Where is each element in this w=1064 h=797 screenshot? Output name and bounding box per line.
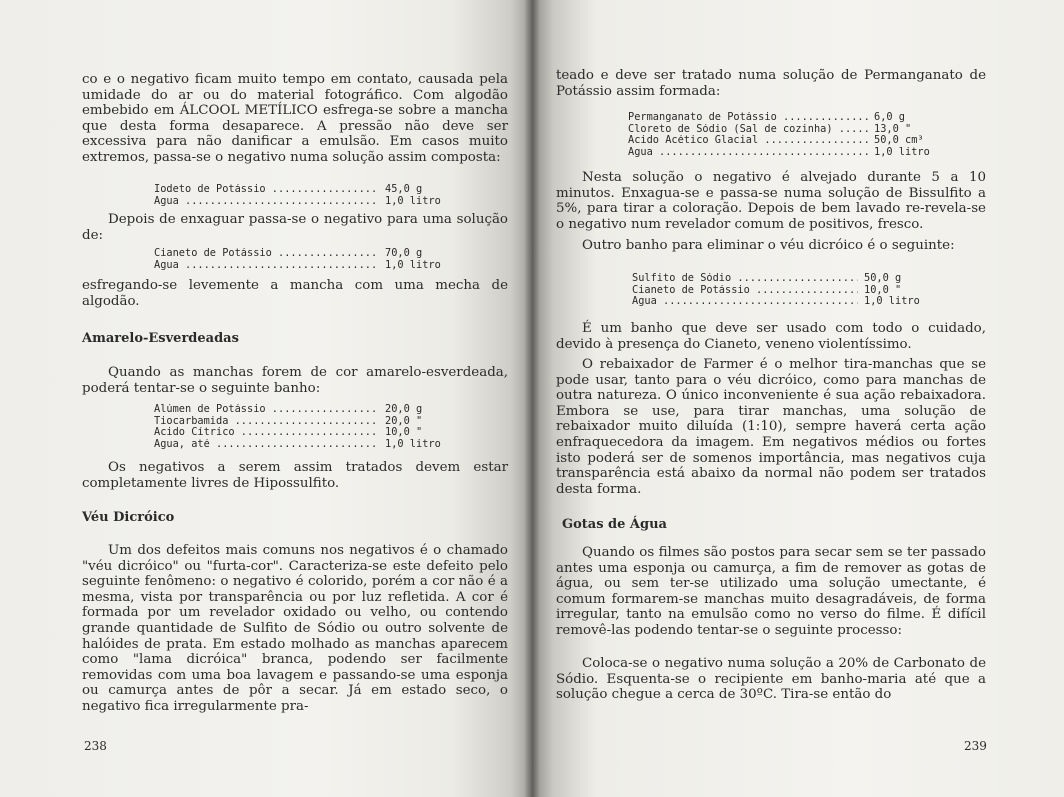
ingredient-amount: 50,0 g xyxy=(864,272,902,284)
ingredient-name: Cianeto de Potássio ..... xyxy=(154,248,379,260)
paragraph: Depois de enxaguar passa-se o negativo para uma solução de: xyxy=(82,212,508,243)
ingredient-amount: 20,0 g xyxy=(385,403,423,415)
page-number: 239 xyxy=(964,739,987,753)
ingredient-amount: 1,0 litro xyxy=(874,145,930,158)
book-spine-shadow xyxy=(524,0,540,797)
formula-table xyxy=(628,112,930,158)
ingredient-amount: 13,0 " xyxy=(874,122,912,135)
ingredient-amount: 1,0 litro xyxy=(385,258,441,271)
ingredient-name: Ácido Acético Glacial ..... xyxy=(628,135,868,147)
ingredient-name: Cloreto de Sódio (Sal de cozinha) ..... xyxy=(628,124,868,136)
formula-table xyxy=(632,273,920,308)
paragraph: Quando as manchas forem de cor amarelo-esverdeada, poderá tentar-se o seguinte banho: xyxy=(82,365,508,396)
ingredient-amount: 70,0 g xyxy=(385,247,423,259)
ingredient-name: Água, até ..... xyxy=(154,439,379,451)
formula-row xyxy=(154,248,441,260)
ingredient-name: Tiocarbamida ..... xyxy=(154,416,379,428)
formula-table xyxy=(154,184,441,207)
section-heading: Amarelo-Esverdeadas xyxy=(82,331,239,346)
paragraph: Coloca-se o negativo numa solução a 20% de Carbonato de Sódio. Esquenta-se o recipiente em banho-maria até que a solução chegue a cerca de 30ºC. Tira-se então do xyxy=(556,656,986,703)
paragraph: O rebaixador de Farmer é o melhor tira-manchas que se pode usar, tanto para o véu dicróico, como para manchas de outra natureza. O único inconveniente é sua ação rebaixadora. Embora se use, para tirar manchas, uma solução de rebaixador muito diluída (1:10), sempre haverá certa ação enfraquecedora da imagem. Em negativos médios ou fortes isto poderá ser de somenos importância, mas negativos cuja transparência está abaixo da normal não podem ser tratados desta forma. xyxy=(556,357,986,497)
section-heading: Véu Dicróico xyxy=(82,510,175,525)
formula-row xyxy=(154,404,441,416)
paragraph: Os negativos a serem assim tratados devem estar completamente livres de Hipossulfito. xyxy=(82,460,508,491)
paragraph: É um banho que deve ser usado com todo o cuidado, devido à presença do Cianeto, veneno violentíssimo. xyxy=(556,321,986,352)
ingredient-amount: 20,0 " xyxy=(385,414,423,427)
ingredient-name: Sulfito de Sódio ..... xyxy=(632,273,858,285)
ingredient-amount: 1,0 litro xyxy=(385,437,441,450)
ingredient-name: Água ..... xyxy=(632,296,858,308)
paragraph: esfregando-se levemente a mancha com uma mecha de algodão. xyxy=(82,278,508,309)
formula-row xyxy=(628,112,930,124)
formula-row xyxy=(154,439,441,451)
ingredient-name: Iodeto de Potássio ..... xyxy=(154,184,379,196)
paragraph: Um dos defeitos mais comuns nos negativos é o chamado "véu dicróico" ou "furta-cor". Caracteriza-se este defeito pelo seguinte fenômeno: o negativo é colorido, porém a cor não é a mesma, vista por transparência ou por luz refletida. A cor é formada por um revelador oxidado ou velho, ou contendo grande quantidade de Sulfito de Sódio ou outro solvente de halóides de prata. Em estado molhado as manchas aparecem como "lama dicróica" branca, podendo ser facilmente removidas com uma boa lavagem e passando-se uma esponja ou camurça antes de pôr a secar. Já em estado seco, o negativo fica irregularmente pra- xyxy=(82,543,508,714)
page-number: 238 xyxy=(84,739,107,753)
section-heading: Gotas de Água xyxy=(562,517,667,532)
formula-table xyxy=(154,404,441,450)
ingredient-amount: 10,0 " xyxy=(385,426,423,439)
ingredient-amount: 10,0 " xyxy=(864,283,902,296)
formula-table xyxy=(154,248,441,271)
paragraph: Outro banho para eliminar o véu dicróico é o seguinte: xyxy=(582,238,955,253)
ingredient-amount: 6,0 g xyxy=(874,111,905,123)
paragraph: Nesta solução o negativo é alvejado durante 5 a 10 minutos. Enxagua-se e passa-se numa solução de Bissulfito a 5%, para tirar a coloração. Depois de bem lavado re-revela-se o negativo num revelador comum de positivos, fresco. xyxy=(556,170,986,232)
ingredient-name: Água ..... xyxy=(154,196,379,208)
ingredient-amount: 45,0 g xyxy=(385,183,423,195)
formula-row xyxy=(632,273,920,285)
ingredient-name: Permanganato de Potássio ..... xyxy=(628,112,868,124)
ingredient-name: Agua ..... xyxy=(154,260,379,272)
ingredient-amount: 50,0 cm³ xyxy=(874,134,924,147)
ingredient-name: Água ..... xyxy=(628,147,868,159)
ingredient-amount: 1,0 litro xyxy=(385,194,441,207)
formula-row xyxy=(154,196,441,208)
paragraph: teado e deve ser tratado numa solução de Permanganato de Potássio assim formada: xyxy=(556,68,986,99)
right-page xyxy=(532,0,1064,797)
formula-row xyxy=(154,260,441,272)
formula-row xyxy=(628,147,930,159)
ingredient-amount: 1,0 litro xyxy=(864,295,920,308)
paragraph: Quando os filmes são postos para secar sem se ter passado antes uma esponja ou camurça, a fim de remover as gotas de água, ou sem ter-se utilizado uma solução umectante, é comum formarem-se manchas muito desagradáveis, de forma irregular, tanto na emulsão como no verso do filme. É difícil removê-las podendo tentar-se o seguinte processo: xyxy=(556,545,986,638)
ingredient-name: Ácido Cítrico ..... xyxy=(154,427,379,439)
ingredient-name: Cianeto de Potássio ..... xyxy=(632,285,858,297)
formula-row xyxy=(154,184,441,196)
ingredient-name: Alúmen de Potássio ..... xyxy=(154,404,379,416)
paragraph: co e o negativo ficam muito tempo em contato, causada pela umidade do ar ou do material fotográfico. Com algodão embebido em ÁLCOOL METÍLICO esfrega-se sobre a mancha que desta forma desaparece. A pressão não deve ser excessiva para não danificar a emulsão. Em casos muito extremos, passa-se o negativo numa solução assim composta: xyxy=(82,72,508,165)
formula-row xyxy=(632,296,920,308)
